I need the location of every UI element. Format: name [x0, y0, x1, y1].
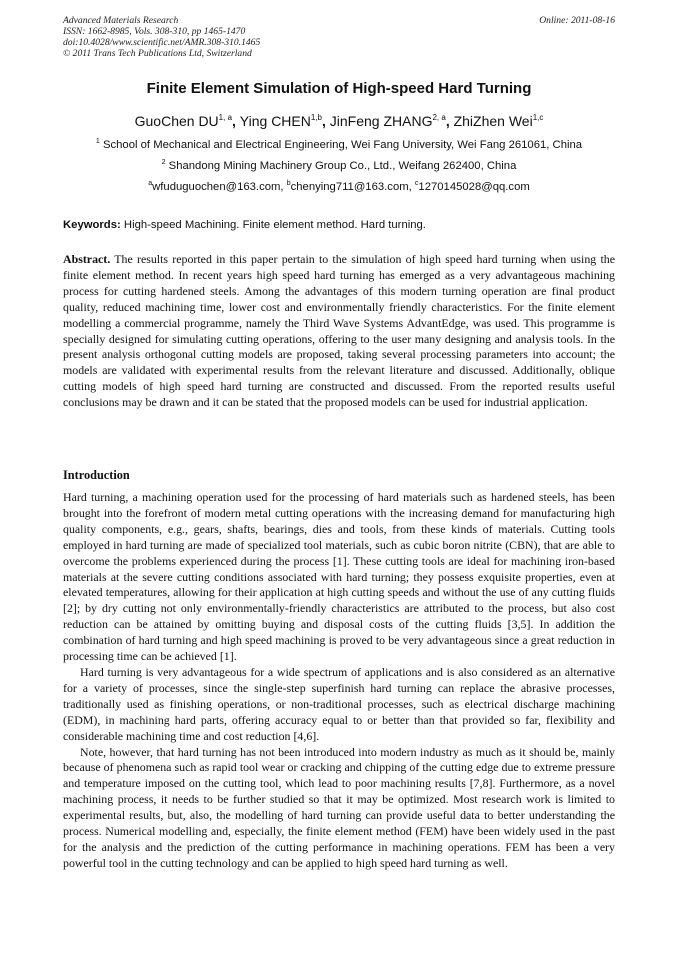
- keywords-label: Keywords:: [63, 219, 121, 231]
- introduction-heading: Introduction: [63, 468, 130, 482]
- abstract-label: Abstract.: [63, 252, 111, 266]
- abstract-text: The results reported in this paper pertain to the simulation of high speed hard turning when using the finite element method. In recent years high speed hard turning has emerged as a very advantageous machining process for cutting hardened steels. Among the advantages of this modern turning operation are final product quality, reduced machining time, lower cost and environmentally friendly characteristics. For the finite element modelling a commercial programme, namely the Third Wave Systems AdvantEdge, was used. This programme is specially designed for simulating cutting operations, offering to the user many designing and analysis tools. In the present analysis orthogonal cutting models are proposed, taking several processing parameters into account; the models are validated with experimental results from the relevant literature and discussed. Additionally, oblique cutting models of high speed hard turning are constructed and discussed. From the reported results useful conclusions may be drawn and it can be stated that the proposed models can be used for industrial application.: [63, 252, 615, 410]
- copyright-line: © 2011 Trans Tech Publications Ltd, Switzerland: [63, 48, 252, 59]
- paragraph: Note, however, that hard turning has not been introduced into modern industry as much as it should be, mainly because of phenomena such as rapid tool wear or cracking and chipping of the cutting edge due to extreme pressure and temperature imposed on the cutting tool, which lead to poor machining results [7,8]. Furthermore, as a novel machining process, it needs to be further studied so that it may be optimized. Most research work is limited to experimental results, but, also, the modelling of hard turning can provide useful data to better understanding the process. Numerical modelling and, especially, the finite element method (FEM) have been widely used in the past for the analysis and the prediction of the cutting performance in machining operations. FEM has been a very powerful tool in the cutting technology and can be applied to high speed hard turning as well.: [63, 744, 615, 870]
- paragraph: Hard turning, a machining operation used for the processing of hard materials such as hardened steels, has been brought into the forefront of modern metal cutting operations with the increasing demand for manufacturing high quality components, e.g., gears, shafts, bearings, dies and tools, from these kinds of materials. Cutting tools employed in hard turning are made of specialized tool materials, such as cubic boron nitrite (CBN), that are able to overcome the problems experienced during the process [1]. These cutting tools are ideal for machining iron-based materials at the severe cutting conditions associated with hard turning; they possess exquisite properties, even at elevated temperatures, allowing for their application at high cutting speeds and without the use of any cutting fluids [2]; by dry cutting not only environmentally-friendly characteristics are attributed to the process, but also cost reduction can be attained by omitting buying and disposal costs of the cutting fluids [3,5]. In addition the combination of hard turning and high speed machining is proved to be very advantageous since a great reduction in processing time can be achieved [1].: [63, 490, 615, 664]
- affiliation-1: [40, 138, 638, 151]
- issn-line: ISSN: 1662-8985, Vols. 308-310, pp 1465-1470: [63, 26, 246, 37]
- doi-line[interactable]: doi:10.4028/www.scientific.net/AMR.308-310.1465: [63, 37, 261, 48]
- affiliation-text: Shandong Mining Machinery Group Co., Ltd., Weifang 262400, China: [168, 160, 517, 172]
- abstract: [63, 252, 615, 411]
- author-name: GuoChen DU: [134, 113, 219, 129]
- author-separator: ,: [321, 113, 330, 129]
- paper-title: Finite Element Simulation of High-speed Hard Turning: [146, 80, 532, 97]
- email-address[interactable]: chenying711@163.com,: [290, 181, 415, 193]
- author-separator: ,: [445, 113, 454, 129]
- author-list: [40, 113, 638, 129]
- keywords-text: High-speed Machining. Finite element method. Hard turning.: [120, 219, 426, 231]
- author-affiliation-mark: 2, a: [432, 113, 446, 122]
- author-affiliation-mark: 1, a: [218, 113, 233, 122]
- affiliation-mark: 2: [161, 159, 166, 166]
- author-name: Ying CHEN: [239, 113, 311, 129]
- paragraph: Hard turning is very advantageous for a wide spectrum of applications and is also considered as an alternative for a variety of processes, since the single-step superfinish hard turning can replace the abrasive processes, traditionally used as finishing operations, or non-traditional processes, such as electrical discharge machining (EDM), in machining hard parts, offering accuracy equal to or better than that provided so far, flexibility and considerable machining time and cost reduction [4,6].: [63, 664, 615, 743]
- online-date: Online: 2011-08-16: [539, 15, 615, 26]
- email-address[interactable]: wfuduguochen@163.com,: [152, 181, 287, 193]
- affiliation-text: School of Mechanical and Electrical Engineering, Wei Fang University, Wei Fang 261061, China: [102, 139, 583, 151]
- email-address[interactable]: 1270145028@qq.com: [418, 181, 530, 193]
- author-name: ZhiZhen Wei: [453, 113, 533, 129]
- email-mark: b: [286, 180, 291, 187]
- introduction-body: [63, 490, 615, 872]
- email-line: [40, 180, 638, 193]
- keywords: [63, 219, 615, 231]
- email-mark: a: [148, 180, 153, 187]
- author-affiliation-mark: 1,c: [532, 113, 544, 122]
- email-mark: c: [414, 180, 419, 187]
- journal-name: Advanced Materials Research: [63, 15, 179, 26]
- author-separator: ,: [232, 113, 240, 129]
- author-name: JinFeng ZHANG: [329, 113, 433, 129]
- author-affiliation-mark: 1,b: [310, 113, 322, 122]
- affiliation-mark: 1: [95, 138, 100, 145]
- affiliation-2: [40, 159, 638, 172]
- journal-header: [63, 15, 615, 59]
